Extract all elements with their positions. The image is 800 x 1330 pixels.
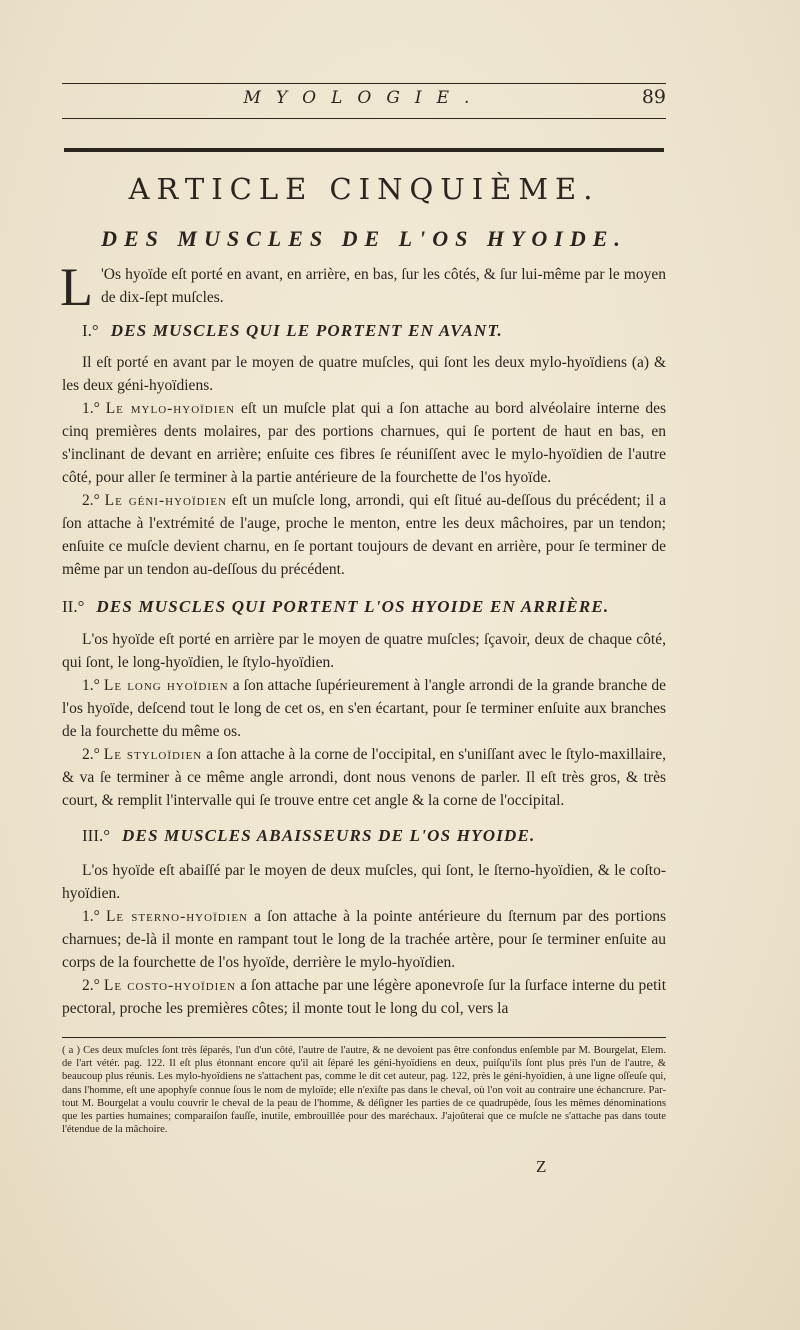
header-rule-bottom	[62, 118, 666, 119]
section-title: DES MUSCLES QUI LE PORTENT EN AVANT.	[110, 321, 503, 340]
footnote	[62, 1044, 666, 1136]
section-1-body	[62, 351, 666, 581]
paragraph: 2.° Le géni-hyoïdien eſt un muſcle long, arrondi, qui eſt ſitué au-deſſous du précédent; il a ſon attache à l'extrémité de l'auge, proche le menton, entre les deux mâchoires, par un tendon; enſuite ce muſcle devient charnu, en ſe portant toujours de devant en arrière, pour ſe terminer de même par un tendon au-deſſous du précédent.	[62, 492, 667, 578]
muscle-name: Le styloïdien	[103, 746, 203, 763]
muscle-name: Le géni-hyoïdien	[104, 492, 227, 509]
ornament-rule	[64, 148, 664, 152]
intro-text: 'Os hyoïde eſt porté en avant, en arrière, en bas, ſur les côtés, & ſur lui-même par le moyen de dix-ſept muſcles.	[101, 266, 666, 306]
muscle-name: Le sterno-hyoïdien	[105, 908, 249, 925]
page-number: 89	[641, 86, 666, 108]
footnote-rule	[62, 1037, 666, 1038]
section-heading-2	[62, 597, 666, 617]
section-intro: L'os hyoïde eſt abaiſſé par le moyen de deux muſcles, qui ſont, le ſterno-hyoïdien, & le coſto-hyoïdien.	[62, 862, 666, 902]
section-3-body	[62, 859, 666, 1020]
drop-cap: L	[60, 257, 93, 317]
running-head	[62, 86, 666, 114]
paragraph: 2.° Le costo-hyoïdien a ſon attache par une légère aponevroſe ſur la ſurface interne du petit pectoral, proche les premières côtes; il monte tout le long du col, vers la	[62, 977, 667, 1017]
paragraph: 1.° Le sterno-hyoïdien a ſon attache à la pointe antérieure du ſternum par des portions charnues; de-là il monte en rampant tout le long de la trachée artère, pour ſe terminer enſuite au corps de la fourchette de l'os hyoïde, derrière le mylo-hyoïdien.	[62, 908, 666, 971]
paragraph: 1.° Le mylo-hyoïdien eſt un muſcle plat qui a ſon attache au bord alvéolaire interne des cinq premières dents molaires, par des portions charnues, qui ſe portent de haut en bas, en s'inclinant de devant en arrière; enſuite ces fibres ſe réuniſſent avec le mylo-hyoïdien de l'autre côté, pour aller ſe terminer à la partie antérieure de la fourchette de l'os hyoïde.	[62, 400, 667, 486]
muscle-name: Le mylo-hyoïdien	[105, 400, 236, 417]
section-title: DES MUSCLES QUI PORTENT L'OS HYOIDE EN ARRIÈRE.	[96, 597, 610, 616]
section-number: III.°	[82, 826, 111, 845]
section-number: I.°	[82, 321, 99, 340]
article-subtitle: DES MUSCLES DE L'OS HYOIDE.	[101, 226, 627, 251]
running-title: MYOLOGIE.	[243, 88, 485, 108]
section-intro: L'os hyoïde eſt porté en arrière par le moyen de quatre muſcles; ſçavoir, deux de chaque côté, qui ſont, le long-hyoïdien, le ſtylo-hyoïdien.	[62, 631, 666, 671]
section-title: DES MUSCLES ABAISSEURS DE L'OS HYOIDE.	[122, 826, 536, 845]
signature-mark: Z	[536, 1157, 547, 1176]
intro-paragraph	[60, 257, 666, 317]
paragraph: 2.° Le styloïdien a ſon attache à la corne de l'occipital, en s'uniſſant avec le ſtylo-maxillaire, & va ſe terminer à ce même angle arrondi, dont nous venons de parler. Il eſt très gros, & très court, & remplit l'intervalle qui ſe trouve entre cet angle & la corne de l'occipital.	[62, 746, 667, 809]
section-heading-3	[62, 826, 666, 846]
section-heading-1	[62, 321, 666, 341]
muscle-name: Le costo-hyoïdien	[103, 977, 236, 994]
article-title: ARTICLE CINQUIÈME.	[128, 172, 600, 206]
paragraph: 1.° Le long hyoïdien a ſon attache ſupérieurement à l'angle arrondi de la grande branche de l'os hyoïde, deſcend tout le long de cet os, en s'en écartant, pour ſe terminer enſuite aux branches de la fourchette du même os.	[62, 677, 667, 740]
footnote-text: ( a ) Ces deux muſcles ſont très ſéparés, l'un d'un côté, l'autre de l'autre, & ne devoient pas être confondus enſemble par M. Bourgelat, Elem. de l'art vétér. pag. 122. Il eſt plus étonnant encore qu'il ait ſéparé les géni-hyoïdiens en deux, puiſqu'ils ſont plus près l'un de l'autre, & beaucoup plus réunis. Les mylo-hyoïdiens ne s'attachent pas, comme le dit cet auteur, pag. 122, près le géni-hyoïdien, à une ligne oſſeuſe qui, dans l'homme, eſt une apophyſe connue ſous le nom de myloïde; elle n'exiſte pas dans le cheval, où l'on voit au contraire une échancrure. Par-tout M. Bourgelat a voulu couvrir le cheval de la peau de l'homme, & déſigner les parties de ce quadrupède, ſous les mêmes dénominations que les parties humaines; comparaiſon fauſſe, inutile, embrouillée pour des maréchaux. J'ajoûterai que ce muſcle ne s'attache pas dans toute l'étendue de la mâchoire.	[62, 1045, 666, 1136]
header-rule-top	[62, 83, 666, 84]
muscle-name: Le long hyoïdien	[103, 677, 229, 694]
section-intro: Il eſt porté en avant par le moyen de quatre muſcles, qui ſont les deux mylo-hyoïdiens (a) & les deux géni-hyoïdiens.	[62, 354, 666, 394]
section-number: II.°	[62, 597, 85, 616]
section-2-body	[62, 628, 666, 812]
